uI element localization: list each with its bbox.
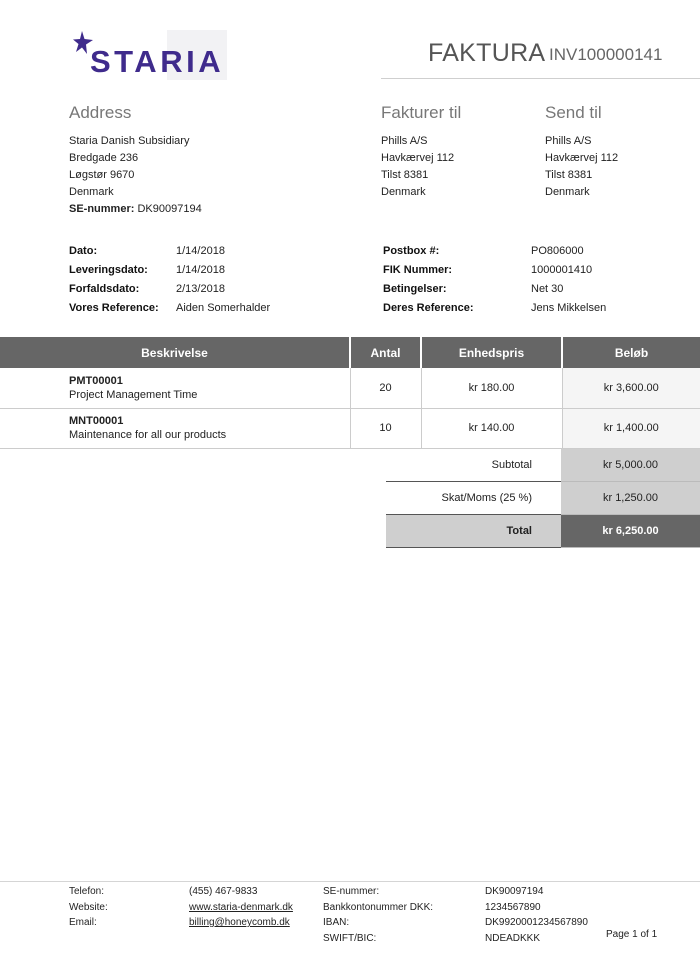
email-link[interactable]: billing@honeycomb.dk	[189, 917, 290, 928]
total-row	[386, 515, 700, 548]
swift-value: NDEADKKK	[485, 932, 541, 944]
se-number-value: DK90097194	[137, 203, 202, 215]
table-row	[0, 408, 700, 448]
footer-contact-values	[189, 884, 293, 931]
item-quantity: 10	[350, 408, 421, 448]
table-header-row	[0, 337, 700, 368]
email-label: Email:	[69, 917, 97, 928]
phone-value: (455) 467-9833	[189, 886, 258, 897]
postbox-value: PO806000	[531, 245, 584, 257]
item-quantity: 20	[350, 368, 421, 408]
line-items-table	[0, 337, 700, 449]
bill-to-address	[381, 133, 454, 201]
title-divider	[381, 78, 700, 79]
company-logo	[72, 30, 227, 80]
sender-address	[69, 133, 202, 218]
column-header-quantity: Antal	[350, 337, 421, 368]
footer-se-value: DK90097194	[485, 886, 544, 897]
table-row	[0, 368, 700, 408]
address-line: Phills A/S	[381, 135, 428, 147]
footer-divider	[0, 881, 700, 882]
subtotal-value: kr 5,000.00	[561, 449, 700, 482]
invoice-number: INV100000141	[549, 45, 663, 64]
tax-value: kr 1,250.00	[561, 482, 700, 515]
terms-label: Betingelser:	[383, 283, 447, 295]
phone-label: Telefon:	[69, 886, 105, 897]
bank-account-value: 1234567890	[485, 901, 541, 913]
our-reference-value: Aiden Somerhalder	[176, 302, 271, 314]
their-reference-value: Jens Mikkelsen	[531, 302, 607, 314]
address-line: Tilst 8381	[545, 169, 593, 181]
ship-to-heading: Send til	[545, 103, 602, 122]
ship-to-address	[545, 133, 618, 201]
swift-label: SWIFT/BIC:	[323, 932, 377, 944]
meta-labels-right	[383, 242, 474, 318]
subtotal-row	[386, 449, 700, 482]
address-line: Tilst 8381	[381, 169, 429, 181]
footer-bank-values	[485, 884, 588, 946]
item-description: Maintenance for all our products	[69, 429, 227, 441]
column-header-unit-price: Enhedspris	[421, 337, 562, 368]
footer-se-label: SE-nummer:	[323, 886, 380, 897]
delivery-date-label: Leveringsdato:	[69, 264, 148, 276]
address-heading: Address	[69, 103, 132, 122]
item-code: PMT00001	[69, 374, 123, 387]
iban-value: DK9920001234567890	[485, 917, 588, 928]
delivery-date-value: 1/14/2018	[176, 264, 225, 276]
item-unit-price: kr 140.00	[421, 408, 562, 448]
address-line: Denmark	[545, 186, 590, 198]
item-amount: kr 1,400.00	[562, 408, 700, 448]
invoice-title: FAKTURA	[428, 39, 546, 67]
item-description: Project Management Time	[69, 388, 198, 401]
meta-values-right	[531, 242, 606, 318]
address-line: Løgstør 9670	[69, 169, 135, 181]
item-amount: kr 3,600.00	[562, 368, 700, 408]
logo-text: STARIA	[90, 44, 225, 79]
terms-value: Net 30	[531, 283, 564, 295]
website-link[interactable]: www.staria-denmark.dk	[189, 901, 293, 913]
date-value: 1/14/2018	[176, 245, 225, 257]
postbox-label: Postbox #:	[383, 245, 440, 257]
address-line: Denmark	[381, 186, 426, 198]
item-description-cell	[0, 408, 350, 448]
item-description-cell	[0, 368, 350, 408]
column-header-description: Beskrivelse	[0, 337, 350, 368]
fik-number-label: FIK Nummer:	[383, 264, 453, 276]
total-value: kr 6,250.00	[561, 515, 700, 548]
date-label: Dato:	[69, 245, 98, 257]
page-number: Page 1 of 1	[606, 929, 658, 940]
se-number-label: SE-nummer:	[69, 203, 135, 215]
footer-bank-labels	[323, 884, 433, 946]
column-header-amount: Beløb	[562, 337, 700, 368]
item-unit-price: kr 180.00	[421, 368, 562, 408]
address-line: Bredgade 236	[69, 152, 139, 164]
address-line: Denmark	[69, 186, 114, 198]
due-date-label: Forfaldsdato:	[69, 283, 140, 295]
our-reference-label: Vores Reference:	[69, 302, 159, 314]
their-reference-label: Deres Reference:	[383, 302, 474, 314]
address-line: Havkærvej 112	[381, 152, 455, 164]
address-line: Staria Danish Subsidiary	[69, 135, 190, 147]
bill-to-heading: Fakturer til	[381, 103, 462, 122]
footer-contact-labels	[69, 884, 108, 931]
tax-label: Skat/Moms (25 %)	[386, 482, 561, 515]
subtotal-label: Subtotal	[386, 449, 561, 482]
address-line: Phills A/S	[545, 135, 592, 147]
website-label: Website:	[69, 901, 108, 913]
iban-label: IBAN:	[323, 917, 350, 928]
due-date-value: 2/13/2018	[176, 283, 225, 295]
item-code: MNT00001	[69, 415, 124, 427]
total-label: Total	[386, 515, 561, 548]
meta-values-left	[176, 242, 270, 318]
fik-number-value: 1000001410	[531, 264, 593, 276]
bank-account-label: Bankkontonummer DKK:	[323, 901, 434, 913]
se-number-line	[69, 201, 202, 218]
tax-row	[386, 482, 700, 515]
meta-labels-left	[69, 242, 159, 318]
address-line: Havkærvej 112	[545, 152, 619, 164]
